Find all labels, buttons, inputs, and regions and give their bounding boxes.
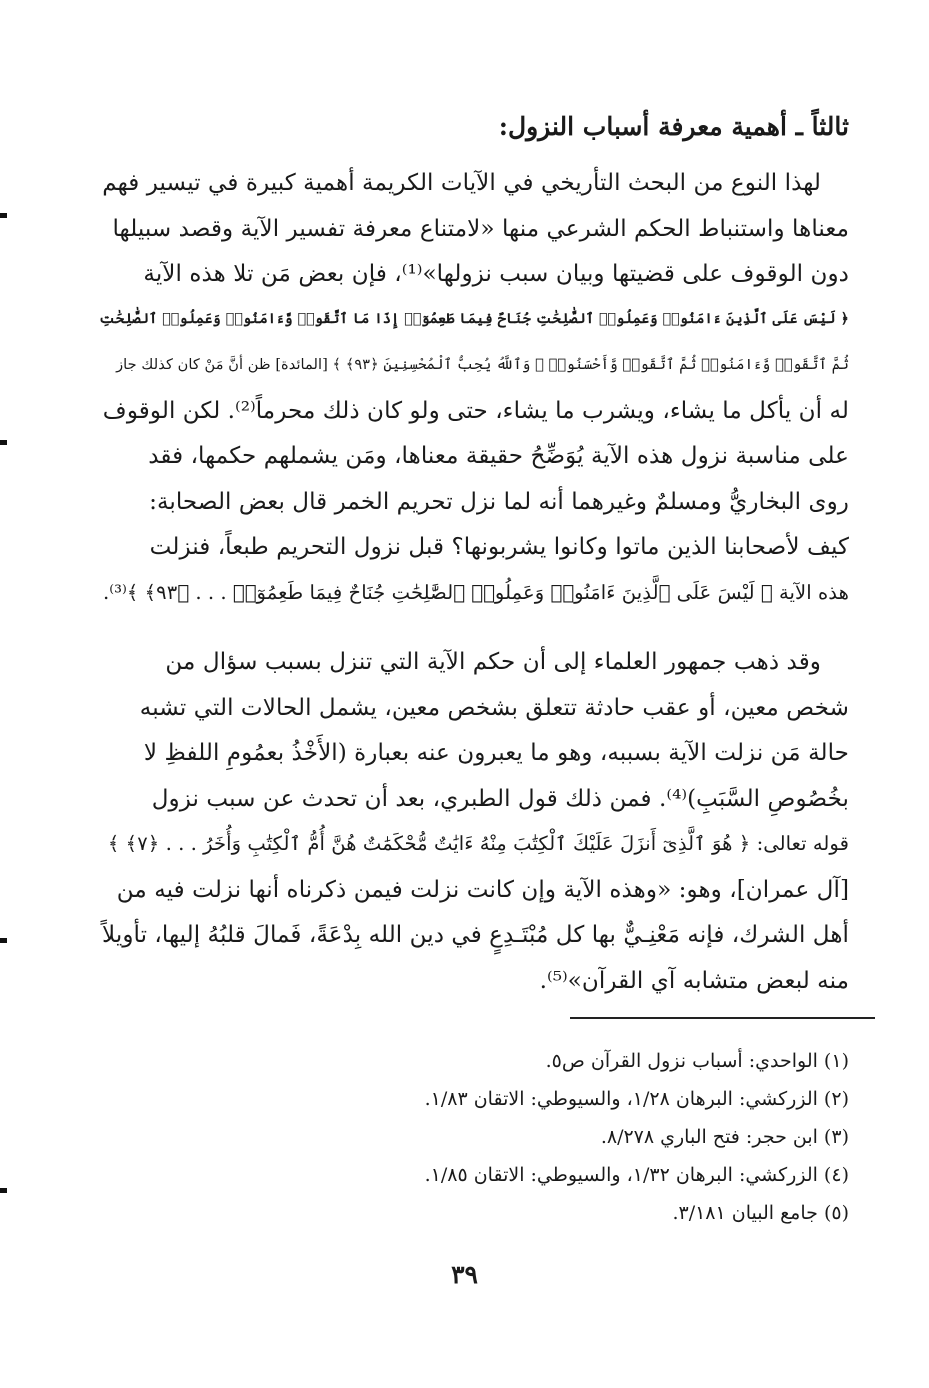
footnote: (٢) الزركشي: البرهان ١/٢٨، والسيوطي: الاتقان ١/٨٣. <box>424 1088 849 1110</box>
quran-verse-line: ﴿ لَيْسَ عَلَى ٱلَّذِينَ ءَامَنُوا۟ وَعَمِلُوا۟ ٱلصَّٰلِحَٰتِ جُنَاحٌ فِيمَا طَعِمُوٓا۟ إِذَا مَا ٱتَّقَوا۟ وَّءَامَنُوا۟ وَعَمِلُوا۟ ٱلصَّٰلِحَٰتِ <box>99 310 849 327</box>
text-line: كيف لأصحابنا الذين ماتوا وكانوا يشربونها؟ قبل نزول التحريم طبعاً، فنزلت <box>149 533 849 560</box>
text-line: [آل عمران]، وهو: «وهذه الآية وإن كانت نزلت فيمن ذكرناه أنها نزلت فيه من <box>116 875 849 903</box>
page-number: ٣٩ <box>451 1260 478 1289</box>
section-heading: ثالثاً ـ أهمية معرفة أسباب النزول: <box>498 112 849 141</box>
text-line: هذه الآية ﴿ لَيْسَ عَلَى ٱلَّذِينَ ءَامَنُوا۟ وَعَمِلُوا۟ ٱلصَّٰلِحَٰتِ جُنَاحٌ فِيمَا طَعِمُوٓا۟ . . . ﴿٩٣﴾ ﴾⁽³⁾. <box>102 580 849 604</box>
footnote: (١) الواحدي: أسباب نزول القرآن ص٥. <box>545 1050 849 1072</box>
text-line: ثُمَّ ٱتَّقَوا۟ وَّءَامَنُوا۟ ثُمَّ ٱتَّقَوا۟ وَّأَحْسَنُوا۟ ۗ وَٱللَّهُ يُحِبُّ ٱلْمُحْسِنِينَ ﴿٩٣﴾ ﴾ [المائدة] ظن أنَّ مَنْ كان كذلك جاز <box>116 356 849 373</box>
text-line: منه لبعض متشابه آي القرآن»⁽⁵⁾. <box>539 966 849 994</box>
text-line: روى البخاريُّ ومسلمٌ وغيرهما أنه لما نزل تحريم الخمر قال بعض الصحابة: <box>149 487 849 515</box>
paragraph-1 <box>99 160 849 615</box>
footnote-divider <box>570 1017 875 1019</box>
text-line: معناها واستنباط الحكم الشرعي منها «لامتناع معرفة تفسير الآية وقصد سبيلها <box>112 214 849 242</box>
text-line: على مناسبة نزول هذه الآية يُوَضِّحُ حقيقة معناها، ومَن يشملهم حكمها، فقد <box>148 442 849 469</box>
footnote: (٥) جامع البيان ٣/١٨١. <box>672 1202 849 1224</box>
text-line: لهذا النوع من البحث التأريخي في الآيات الكريمة أهمية كبيرة في تيسير فهم <box>102 169 821 196</box>
text-line: أهل الشرك، فإنه مَعْنِـيٌّ بها كل مُبْتَـدِعٍ في دين الله بِدْعَةً، فَمالَ قلبُهُ إليها، تأويلاً <box>102 921 849 948</box>
text-line: حالة مَن نزلت الآية بسببه، وهو ما يعبرون عنه بعبارة (الأَخْذُ بعمُومِ اللفظِ لا <box>143 739 849 766</box>
text-line: وقد ذهب جمهور العلماء إلى أن حكم الآية التي تنزل بسبب سؤال من <box>165 648 821 675</box>
text-line: بخُصُوصِ السَّبَبِ)⁽⁴⁾. فمن ذلك قول الطبري، بعد أن تحدث عن سبب نزول <box>151 784 849 812</box>
text-line: له أن يأكل ما يشاء، ويشرب ما يشاء، حتى ولو كان ذلك محرماً⁽²⁾. لكن الوقوف <box>102 396 849 424</box>
text-line: قوله تعالى: ﴿ هُوَ ٱلَّذِىٓ أَنزَلَ عَلَيْكَ ٱلْكِتَٰبَ مِنْهُ ءَايَٰتٌ مُّحْكَمَٰتٌ هُنَّ أُمُّ ٱلْكِتَٰبِ وَأُخَرُ . . . ﴿٧﴾ ﴾ <box>107 832 849 855</box>
text-line: دون الوقوف على قضيتها وبيان سبب نزولها»⁽¹⁾، فإن بعض مَن تلا هذه الآية <box>143 260 849 287</box>
margin-mark <box>0 440 7 445</box>
footnote: (٤) الزركشي: البرهان ١/٣٢، والسيوطي: الاتقان ١/٨٥. <box>424 1164 849 1186</box>
paragraph-2 <box>99 639 849 1003</box>
footnotes <box>89 1042 849 1232</box>
margin-mark <box>0 1188 7 1193</box>
text-line: شخص معين، أو عقب حادثة تتعلق بشخص معين، يشمل الحالات التي تشبه <box>139 693 849 721</box>
margin-mark <box>0 938 7 943</box>
body-text <box>99 160 849 1003</box>
footnote: (٣) ابن حجر: فتح الباري ٨/٢٧٨. <box>600 1126 849 1148</box>
margin-mark <box>0 213 7 218</box>
